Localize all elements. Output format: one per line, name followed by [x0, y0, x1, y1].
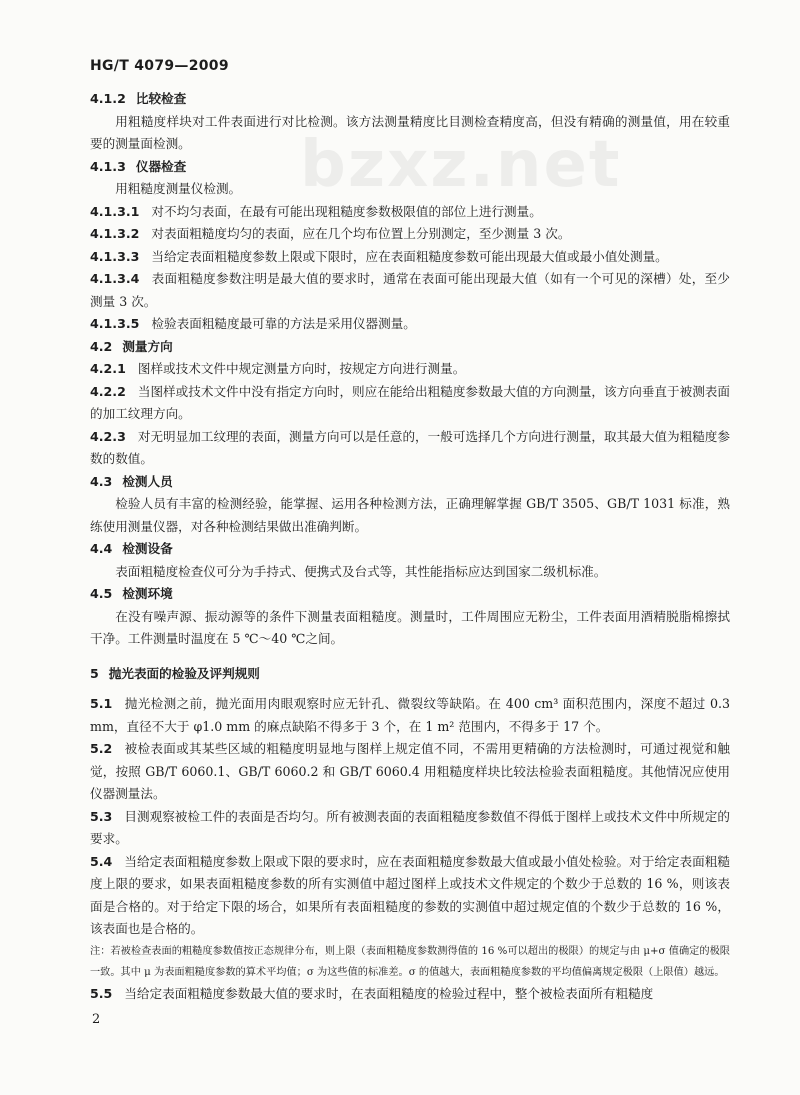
clause-5-4: 5.4 当给定表面粗糙度参数上限或下限的要求时，应在表面粗糙度参数最大值或最小值处检验。对于给定表面粗糙度上限的要求，如果表面粗糙度参数的所有实测值中超过图样上或技术文件规定的个数少于总数的 16 %，则该表面是合格的。对于给定下限的场合，如果所有表面粗糙度的参数的实测值中超过规定值的个数少于总数的 16 %，该表面也是合格的。: [90, 853, 730, 936]
note-5-4: 注：若被检查表面的粗糙度参数值按正态规律分布，则上限（表面粗糙度参数测得值的 16 %可以超出的极限）的规定与由 μ+σ 值确定的极限一致。其中 μ 为表面粗糙度参数的算术平均值；σ 为这些值的标准差。σ 的值越大，表面粗糙度参数的平均值偏离规定极限（上限值）越远。: [90, 945, 730, 978]
watermark: bzxz.net: [300, 128, 622, 202]
section-4-4-text: 表面粗糙度检查仪可分为手持式、便携式及台式等，其性能指标应达到国家二级机标准。: [115, 563, 607, 579]
clause-4-2-3: 4.2.3 对无明显加工纹理的表面，测量方向可以是任意的，一般可选择几个方向进行测量，取其最大值为粗糙度参数的数值。: [90, 428, 730, 466]
section-4-5-heading: 4.5 检测环境: [90, 586, 173, 601]
clause-5-5: 5.5 当给定表面粗糙度参数最大值的要求时，在表面粗糙度的检验过程中，整个被检表面所有粗糙度: [90, 985, 654, 1001]
clause-4-2-1: 4.2.1 图样或技术文件中规定测量方向时，按规定方向进行测量。: [90, 361, 466, 376]
section-4-1-3-heading: 4.1.3 仪器检查: [90, 158, 187, 174]
clause-4-1-3-5: 4.1.3.5 检验表面粗糙度最可靠的方法是采用仪器测量。: [90, 316, 416, 331]
clause-5-3: 5.3 目测观察被检工件的表面是否均匀。所有被测表面的表面粗糙度参数值不得低于图样上或技术文件中所规定的要求。: [90, 808, 730, 846]
clause-4-1-3-2: 4.1.3.2 对表面粗糙度均匀的表面，应在几个均布位置上分别测定，至少测量 3 次。: [90, 226, 571, 241]
clause-4-2-2: 4.2.2 当图样或技术文件中没有指定方向时，则应在能给出粗糙度参数最大值的方向测量，该方向垂直于被测表面的加工纹理方向。: [90, 383, 730, 421]
section-4-3-heading: 4.3 检测人员: [90, 473, 173, 489]
section-4-1-3-text: 用粗糙度测量仪检测。: [115, 181, 242, 196]
clause-5-2: 5.2 被检表面或其某些区域的粗糙度明显地与图样上规定值不同，不需用更精确的方法检测时，可通过视觉和触觉，按照 GB/T 6060.1、GB/T 6060.2 和 GB/T 6060.4 用粗糙度样块比较法检验表面粗糙度。其他情况应使用仪器测量法。: [90, 741, 730, 801]
section-4-2-heading: 4.2 测量方向: [90, 338, 173, 354]
section-4-4-heading: 4.4 检测设备: [90, 541, 173, 556]
section-4-1-2-text: 用粗糙度样块对工件表面进行对比检测。该方法测量精度比目测检查精度高，但没有精确的测量值，用在较重要的测量面检测。: [90, 113, 730, 151]
section-4-3-text: 检验人员有丰富的检测经验，能掌握、运用各种检测方法，正确理解掌握 GB/T 3505、GB/T 1031 标准，熟练使用测量仪器，对各种检测结果做出准确判断。: [90, 496, 730, 534]
section-4-5-text: 在没有噪声源、振动源等的条件下测量表面粗糙度。测量时，工件周围应无粉尘，工件表面用酒精脱脂棉擦拭干净。工件测量时温度在 5 ℃～40 ℃之间。: [90, 608, 730, 646]
clause-4-1-3-1: 4.1.3.1 对不均匀表面，在最有可能出现粗糙度参数极限值的部位上进行测量。: [90, 203, 542, 219]
standard-code: HG/T 4079—2009: [90, 58, 229, 74]
clause-4-1-3-4: 4.1.3.4 表面粗糙度参数注明是最大值的要求时，通常在表面可能出现最大值（如有一个可见的深槽）处，至少测量 3 次。: [90, 271, 730, 309]
section-5-heading: 5 抛光表面的检验及评判规则: [90, 665, 260, 681]
clause-5-1: 5.1 抛光检测之前，抛光面用肉眼观察时应无针孔、微裂纹等缺陷。在 400 cm³ 面积范围内，深度不超过 0.3 mm，直径不大于 φ1.0 mm 的麻点缺陷不得多于 3 个，在 1 m² 范围内，不得多于 17 个。: [90, 696, 730, 734]
page-number: 2: [92, 1012, 101, 1027]
clause-4-1-3-3: 4.1.3.3 当给定表面粗糙度参数上限或下限时，应在表面粗糙度参数可能出现最大值或最小值处测量。: [90, 248, 668, 264]
section-4-1-2-heading: 4.1.2 比较检查: [90, 91, 187, 106]
page-body: [90, 88, 730, 1005]
